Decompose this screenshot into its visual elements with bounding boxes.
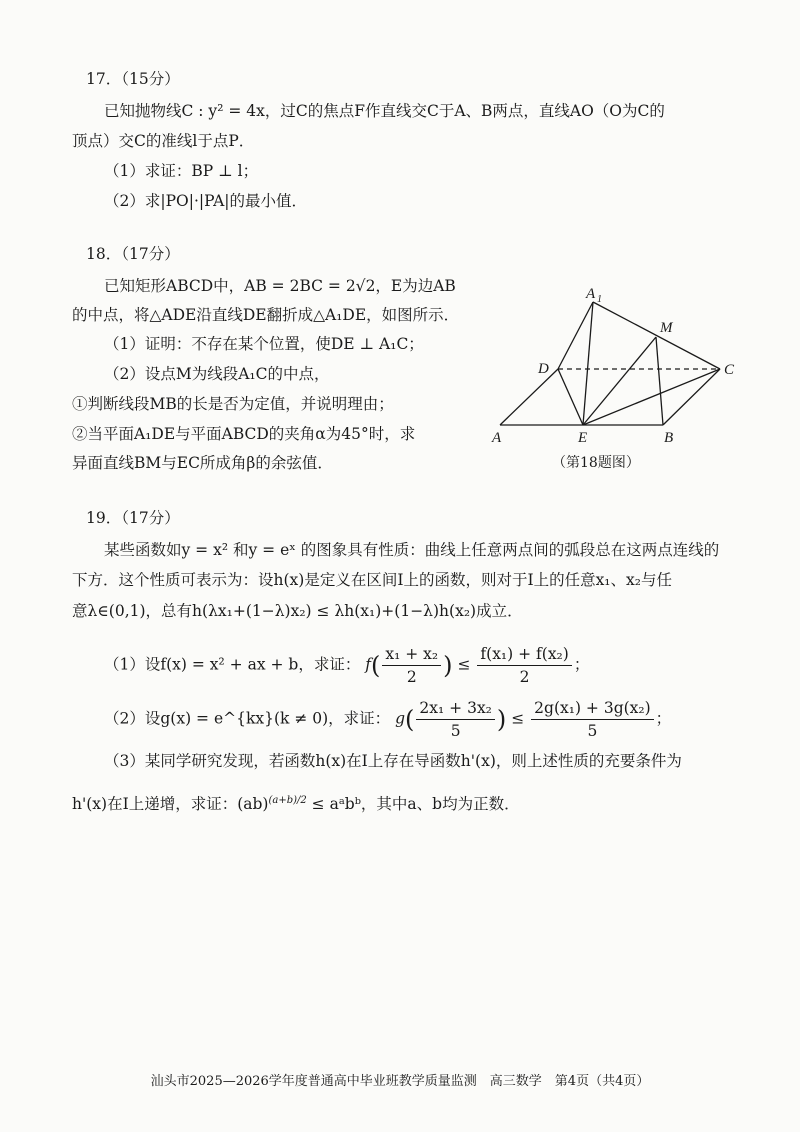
edge-E-C — [583, 369, 720, 425]
edge-D-E — [558, 369, 583, 425]
label-A1-sub: 1 — [597, 294, 602, 305]
label-B: B — [664, 430, 674, 446]
edge-E-M — [583, 337, 656, 425]
q18-stem-line1: 已知矩形ABCD中，AB = 2BC = 2√2，E为边AB — [104, 277, 456, 295]
q19-part1-frac1: $\frac{\text{x₁ + x₂}}{2}$ — [382, 643, 441, 688]
q18-part2-sub2-cont: 异面直线BM与EC所成角β的余弦值． — [72, 454, 333, 472]
q18-stem-line2: 的中点，将△ADE沿直线DE翻折成△A₁DE，如图所示． — [72, 306, 460, 324]
q18-figure — [480, 280, 750, 475]
q19-part2: （2）设g(x) = e^{kx}(k ≠ 0)，求证： g( $\frac{\text{2x₁ + 3x₂}}{5}$ ) ≤ $\frac{\text{2g(x₁) + 3g(x₂)}}{5}$ ； — [104, 699, 672, 740]
q19-part3-exponent: (a+b)/2 — [268, 795, 307, 806]
q19-stem-line3: 意λ∈(0,1)，总有h(λx₁+(1−λ)x₂) ≤ λh(x₁)+(1−λ)h(x₂)成立． — [72, 602, 523, 620]
q19-part2-prefix: （2）设g(x) = e^{kx}(k ≠ 0)，求证： — [104, 709, 391, 728]
q17-stem-line2: 顶点）交C的准线l于点P． — [72, 132, 255, 150]
q19-part1: （1）设f(x) = x² + ax + b，求证： f( $\frac{\text{x₁ + x₂}}{2}$ ) ≤ $\frac{\text{f(x₁) + f(x₂)}}{2}$ ； — [104, 645, 590, 686]
q19-part3-line1: （3）某同学研究发现，若函数h(x)在I上存在导函数h'(x)，则上述性质的充要条件为 — [104, 752, 682, 770]
q18-part1: （1）证明：不存在某个位置，使DE ⊥ A₁C； — [104, 335, 424, 353]
edge-A-D — [500, 369, 558, 425]
q17-stem-line1: 已知抛物线C : y² = 4x，过C的焦点F作直线交C于A、B两点，直线AO（O为C的 — [104, 102, 665, 120]
edge-A1-C — [593, 302, 720, 369]
q19-part1-leq: ≤ — [457, 655, 471, 674]
label-D: D — [538, 361, 549, 377]
q19-part2-frac1: $\frac{\text{2x₁ + 3x₂}}{5}$ — [416, 697, 494, 742]
q19-part1-end: ； — [573, 655, 590, 674]
label-E: E — [578, 430, 588, 446]
q17-part2: （2）求|PO|·|PA|的最小值． — [104, 192, 308, 210]
q19-part2-end: ； — [655, 709, 672, 728]
edge-B-C — [663, 369, 720, 425]
q19-part3-text-a: h'(x)在I上递增，求证：(ab) — [72, 795, 269, 814]
q19-part1-func: f — [365, 655, 372, 674]
q17-heading: 17．（15分） — [86, 70, 180, 88]
label-M: M — [660, 320, 673, 336]
q19-part1-prefix: （1）设f(x) = x² + ax + b，求证： — [104, 655, 361, 674]
q18-part2-sub2: ②当平面A₁DE与平面ABCD的夹角α为45°时，求 — [72, 425, 416, 443]
q19-part3-text-b: ≤ aᵃbᵇ，其中a、b均为正数． — [306, 795, 520, 814]
q19-part2-leq: ≤ — [511, 709, 525, 728]
q19-heading: 19．（17分） — [86, 509, 180, 527]
q19-stem-line1: 某些函数如y = x² 和y = eˣ 的图象具有性质：曲线上任意两点间的弧段总在这两点连线的 — [104, 541, 720, 559]
q19-part2-frac2: $\frac{\text{2g(x₁) + 3g(x₂)}}{5}$ — [531, 697, 654, 742]
label-A1: A — [586, 286, 596, 302]
q18-part2: （2）设点M为线段A₁C的中点， — [104, 365, 330, 383]
q17-part1: （1）求证：BP ⊥ l； — [104, 162, 259, 180]
page-footer: 汕头市2025—2026学年度普通高中毕业班教学质量监测 高三数学 第4页（共4页） — [150, 1074, 650, 1089]
edge-A1-E — [583, 302, 593, 425]
q18-heading: 18．（17分） — [86, 245, 180, 263]
label-C: C — [724, 362, 735, 378]
label-A: A — [492, 430, 502, 446]
q19-stem-line2: 下方．这个性质可表示为：设h(x)是定义在区间I上的函数，则对于I上的任意x₁、x₂与任 — [72, 571, 672, 589]
edge-M-B — [656, 337, 663, 425]
q18-part2-sub1: ①判断线段MB的长是否为定值，并说明理由； — [72, 395, 394, 413]
q18-figure-caption: （第18题图） — [552, 455, 640, 471]
q19-part2-func: g — [395, 709, 406, 728]
q19-part3-line2 — [72, 790, 520, 815]
q19-part1-frac2: $\frac{\text{f(x₁) + f(x₂)}}{2}$ — [477, 643, 571, 688]
